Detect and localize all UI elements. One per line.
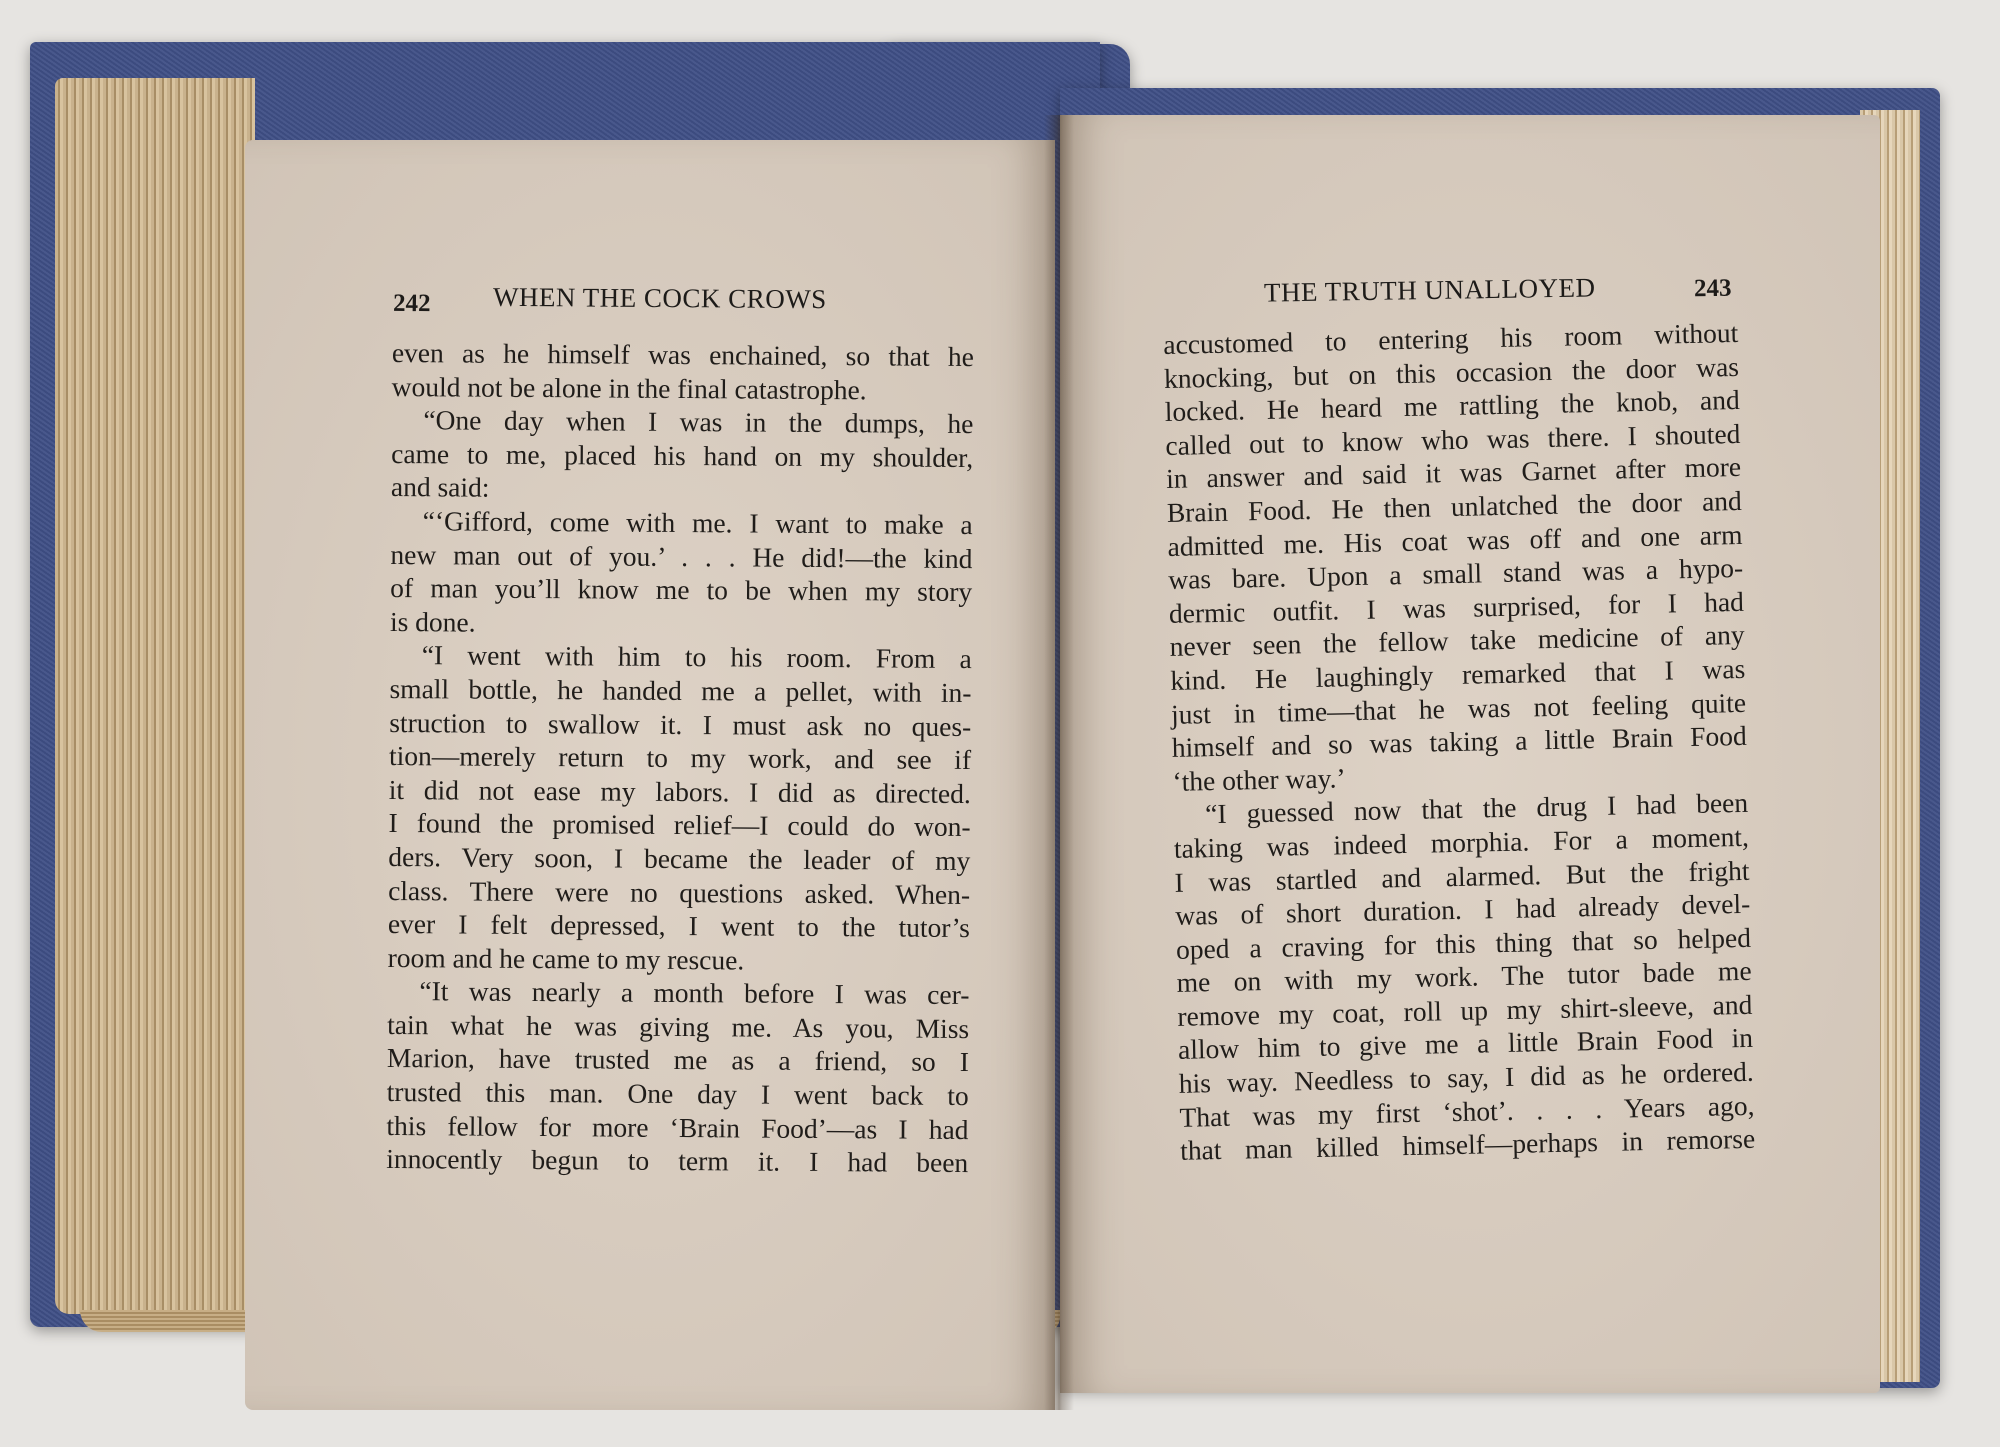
text-line: was of short duration. I had already devel- (1174, 887, 1751, 931)
book-gutter (1044, 115, 1074, 1410)
text-line: would not be alone in the final catastrophe. (391, 370, 867, 405)
text-line: called out to know who was there. I shouted (1165, 417, 1741, 461)
text-line: room and he came to my rescue. (387, 941, 745, 976)
text-line: locked. He heard me rattling the knob, and (1164, 384, 1740, 428)
text-line: allow him to give me a little Brain Food in (1177, 1022, 1754, 1066)
text-line: trusted this man. One day I went back to (386, 1076, 969, 1112)
text-line: was bare. Upon a small stand was a hypo- (1167, 552, 1744, 596)
text-line: dermic outfit. I was surprised, for I had (1168, 585, 1745, 629)
right-page-body (1163, 316, 1755, 1168)
right-running-head: THE TRUTH UNALLOYED (1263, 272, 1596, 308)
right-page-number: 243 (1693, 274, 1732, 303)
text-line: even as he himself was enchained, so that he (391, 336, 974, 373)
text-line: just in time—that he was not feeling quite (1170, 686, 1747, 730)
text-line: his way. Needless to say, I did as he ordered. (1178, 1055, 1755, 1099)
text-line: “‘Gifford, come with me. I want to make a (422, 505, 973, 541)
text-line: tion—merely return to my work, and see if (388, 740, 972, 776)
text-line: ‘the other way.’ (1172, 761, 1346, 797)
text-line: accustomed to entering his room without (1163, 316, 1739, 360)
text-line: in answer and said it was Garnet after more (1165, 451, 1742, 495)
text-line: himself and so was taking a little Brain Food (1171, 719, 1747, 764)
text-line: oped a craving for this thing that so helped (1175, 921, 1752, 965)
text-line: Marion, have trusted me as a friend, so I (386, 1042, 970, 1078)
left-page-body (386, 336, 974, 1180)
text-line: kind. He laughingly remarked that I was (1170, 652, 1746, 696)
text-line: never seen the fellow take medicine of any (1169, 619, 1745, 663)
page-edges-left (55, 78, 255, 1314)
text-line: “I went with him to his room. From a (421, 639, 972, 675)
text-line: “I guessed now that the drug I had been (1204, 787, 1749, 830)
text-line: new man out of you.’ . . . He did!—the kind (390, 538, 973, 574)
text-line: That was my first ‘shot’. . . . Years ago, (1179, 1089, 1755, 1133)
text-line: of man you’ll know me to be when my story (390, 572, 973, 608)
text-line: and said: (390, 471, 490, 504)
text-line: innocently begun to term it. I had been (386, 1143, 969, 1179)
text-line: class. There were no questions asked. When- (388, 874, 971, 910)
text-line: I was startled and alarmed. But the fright (1174, 854, 1750, 898)
text-line: ever I felt depressed, I went to the tutor’s (387, 908, 970, 944)
text-line: “One day when I was in the dumps, he (423, 404, 974, 440)
text-line: that man killed himself—perhaps in remorse (1179, 1123, 1756, 1167)
left-page-number: 242 (392, 289, 431, 318)
text-line: I found the promised relief—I could do won- (388, 807, 971, 843)
text-line: admitted me. His coat was off and one arm (1167, 518, 1743, 562)
text-line: small bottle, he handed me a pellet, with in- (389, 672, 972, 708)
text-line: came to me, placed his hand on my shoulder, (391, 437, 974, 473)
text-line: Brain Food. He then unlatched the door and (1166, 484, 1743, 528)
text-line: it did not ease my labors. I did as directed. (388, 773, 971, 809)
text-line: is done. (389, 605, 476, 638)
text-line: me on with my work. The tutor bade me (1176, 955, 1752, 999)
text-line: struction to swallow it. I must ask no ques- (389, 706, 972, 742)
text-line: knocking, but on this occasion the door was (1163, 350, 1740, 394)
text-line: tain what he was giving me. As you, Miss (387, 1008, 970, 1044)
left-running-head: WHEN THE COCK CROWS (492, 281, 827, 315)
text-line: remove my coat, roll up my shirt-sleeve, and (1177, 988, 1753, 1032)
text-line: taking was indeed morphia. For a moment, (1173, 820, 1750, 864)
text-line: “It was nearly a month before I was cer- (419, 975, 970, 1011)
text-line: ders. Very soon, I became the leader of my (388, 840, 971, 876)
text-line: this fellow for more ‘Brain Food’—as I had (386, 1109, 969, 1145)
